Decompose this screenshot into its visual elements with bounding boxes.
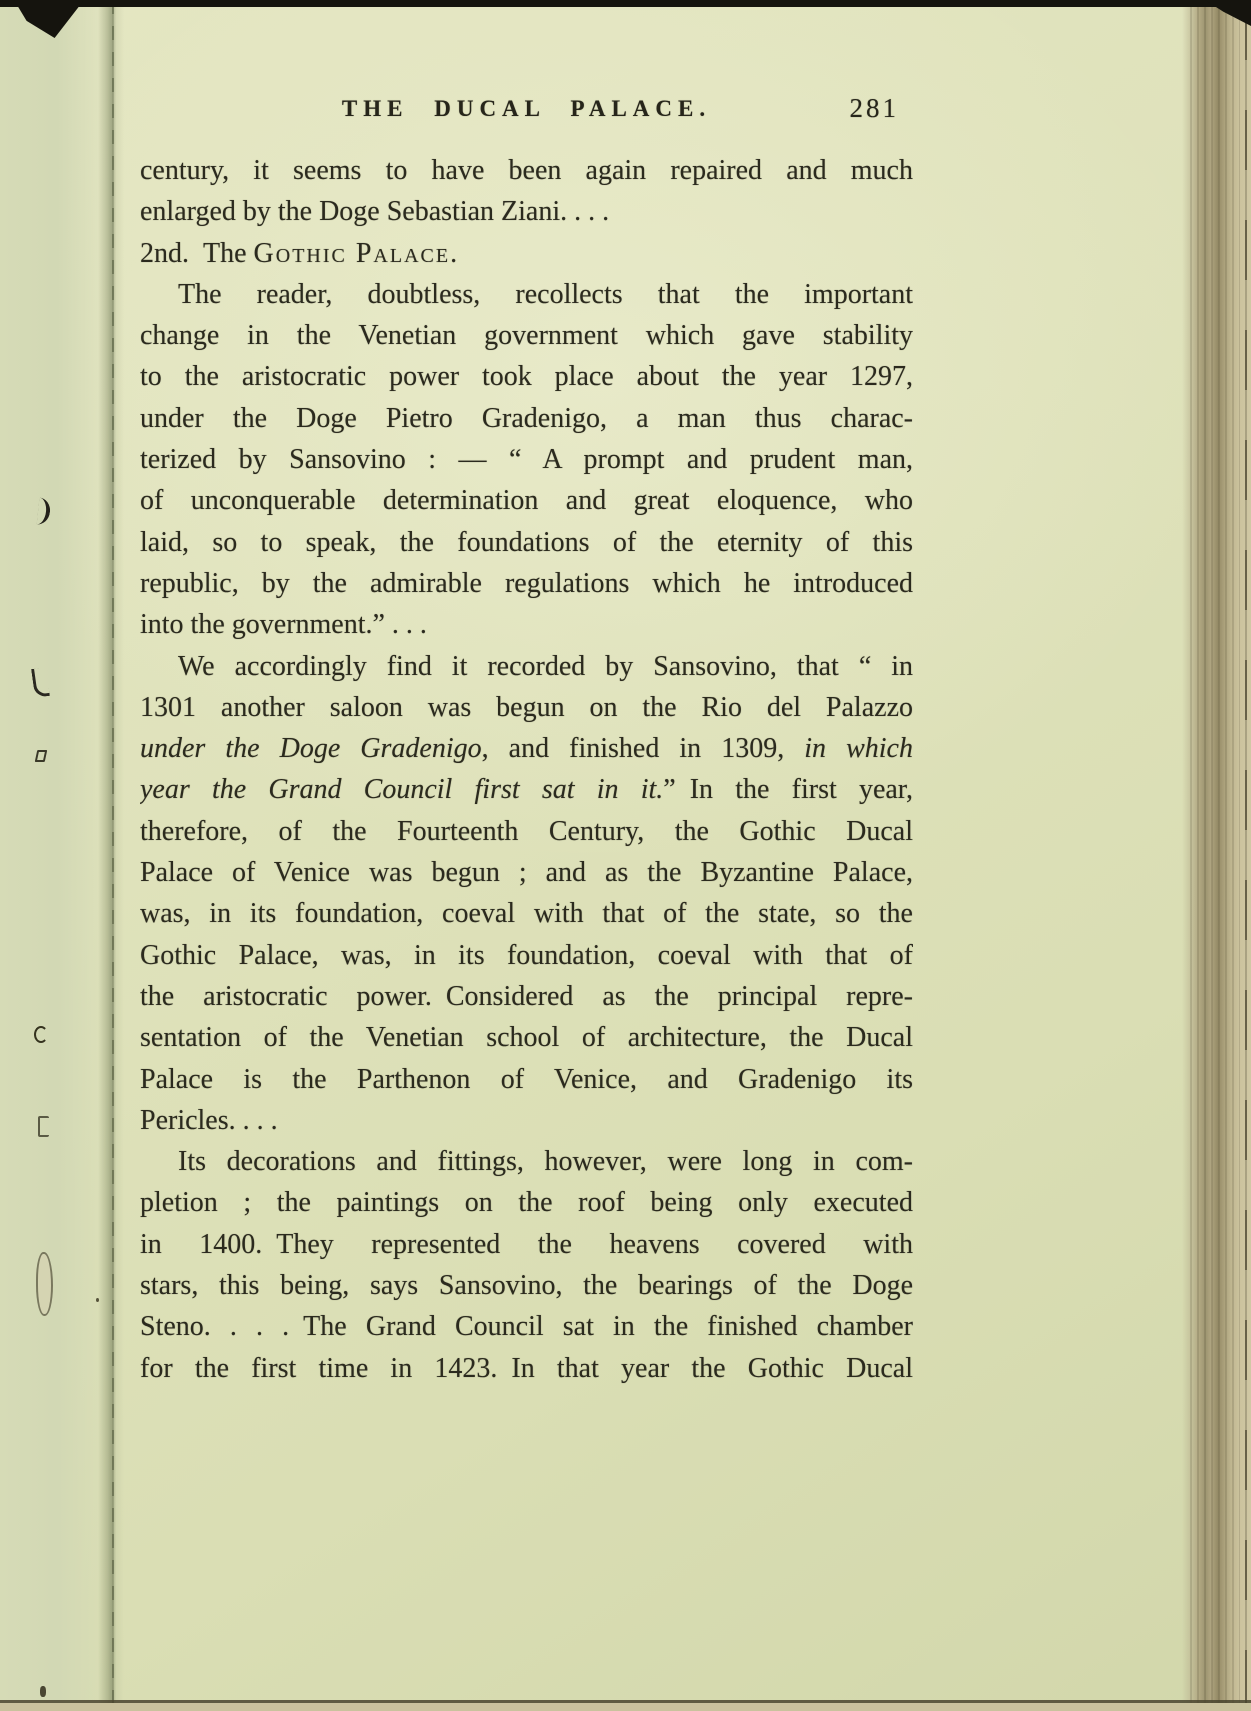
text-line (140, 646, 913, 687)
page-blemish (36, 1252, 53, 1316)
text-line (140, 522, 913, 563)
italic-text: under the Doge Gradenigo (140, 733, 482, 765)
page-gutter-strip (0, 0, 104, 1711)
text-line (140, 191, 913, 232)
text-line (140, 728, 913, 769)
text-segment: terized by Sansovino : — “ A prompt and prudent man, (140, 444, 913, 476)
text-segment: ” In the first year, (663, 774, 913, 806)
text-segment: Palace of Venice was begun ; and as the Byzantine Palace, (140, 857, 913, 889)
text-segment: 1301 another saloon was begun on the Rio del Palazzo (140, 691, 913, 723)
text-line (140, 563, 913, 604)
text-segment: Steno. . . . The Grand Council sat in the finished chamber (140, 1311, 913, 1343)
text-line (140, 811, 913, 852)
text-line (140, 233, 913, 274)
text-segment: the aristocratic power. Considered as the principal repre- (140, 980, 913, 1012)
text-line (140, 315, 913, 356)
text-segment: 2nd. The (140, 237, 254, 269)
text-segment: into the government.” . . . (140, 609, 427, 641)
text-line (140, 439, 913, 480)
text-line (140, 769, 913, 810)
text-line (140, 1100, 913, 1141)
page-number: 281 (849, 93, 899, 123)
text-segment: stars, this being, says Sansovino, the bearings of the Doge (140, 1270, 913, 1302)
text-line (140, 356, 913, 397)
text-segment: Gothic Palace, was, in its foundation, coeval with that of (140, 939, 913, 971)
text-segment: change in the Venetian government which gave stability (140, 320, 913, 352)
text-line (140, 480, 913, 521)
text-segment: century, it seems to have been again repaired and much (140, 155, 913, 186)
text-line (140, 1141, 913, 1182)
text-segment: under the Doge Pietro Gradenigo, a man thus charac- (140, 402, 913, 434)
text-line (140, 1265, 913, 1306)
binding-crease-line (112, 0, 114, 1711)
smallcaps-text: Gothic Palace. (253, 237, 460, 269)
text-line (140, 1059, 913, 1100)
text-segment: , and finished in 1309, (481, 733, 805, 765)
text-segment: laid, so to speak, the foundations of the eternity of this (140, 526, 913, 558)
text-line (140, 893, 913, 934)
text-line (140, 150, 913, 191)
scan-right-edge (1245, 0, 1247, 1711)
italic-text: in which (804, 733, 913, 765)
text-segment: was, in its foundation, coeval with that of the state, so the (140, 898, 913, 930)
text-segment: Its decorations and fittings, however, were long in com- (178, 1146, 913, 1178)
page-blemish (40, 1686, 46, 1697)
page-blemish (96, 1298, 99, 1302)
text-segment: republic, by the admirable regulations which he introduced (140, 567, 913, 599)
text-segment: enlarged by the Doge Sebastian Ziani. . . . (140, 196, 610, 228)
text-line (140, 274, 913, 315)
text-line (140, 1182, 913, 1223)
page-blemish (38, 1116, 49, 1137)
text-line (140, 1306, 913, 1347)
page-edges-streaks (1190, 0, 1240, 1711)
text-segment: to the aristocratic power took place about the year 1297, (140, 361, 913, 393)
binding-crease (98, 0, 124, 1711)
text-line (140, 1348, 913, 1389)
text-segment: Pericles. . . . (140, 1104, 278, 1136)
italic-text: year the Grand Council first sat in it. (140, 774, 664, 806)
text-segment: of unconquerable determination and great eloquence, who (140, 485, 913, 517)
text-segment: We accordingly find it recorded by Sansovino, that “ in (178, 650, 913, 682)
text-segment: pletion ; the paintings on the roof being only executed (140, 1187, 913, 1219)
text-segment: sentation of the Venetian school of architecture, the Ducal (140, 1022, 913, 1054)
scan-top-border (0, 0, 1251, 7)
text-line (140, 1017, 913, 1058)
text-line (140, 1224, 913, 1265)
text-segment: for the first time in 1423. In that year the Gothic Ducal (140, 1352, 913, 1384)
text-line (140, 687, 913, 728)
text-segment: The reader, doubtless, recollects that the important (178, 278, 913, 310)
text-segment: in 1400. They represented the heavens covered with (140, 1228, 913, 1260)
page-bottom-tail (0, 1703, 1251, 1711)
text-segment: Palace is the Parthenon of Venice, and Gradenigo its (140, 1063, 913, 1095)
text-line (140, 976, 913, 1017)
text-line (140, 935, 913, 976)
text-line (140, 398, 913, 439)
running-header (140, 93, 913, 132)
page-title: THE DUCAL PALACE. (341, 96, 712, 121)
text-segment: therefore, of the Fourteenth Century, the Gothic Ducal (140, 815, 913, 847)
page-blemish (34, 1026, 48, 1043)
text-line (140, 604, 913, 645)
body-text (140, 150, 913, 1389)
text-line (140, 852, 913, 893)
